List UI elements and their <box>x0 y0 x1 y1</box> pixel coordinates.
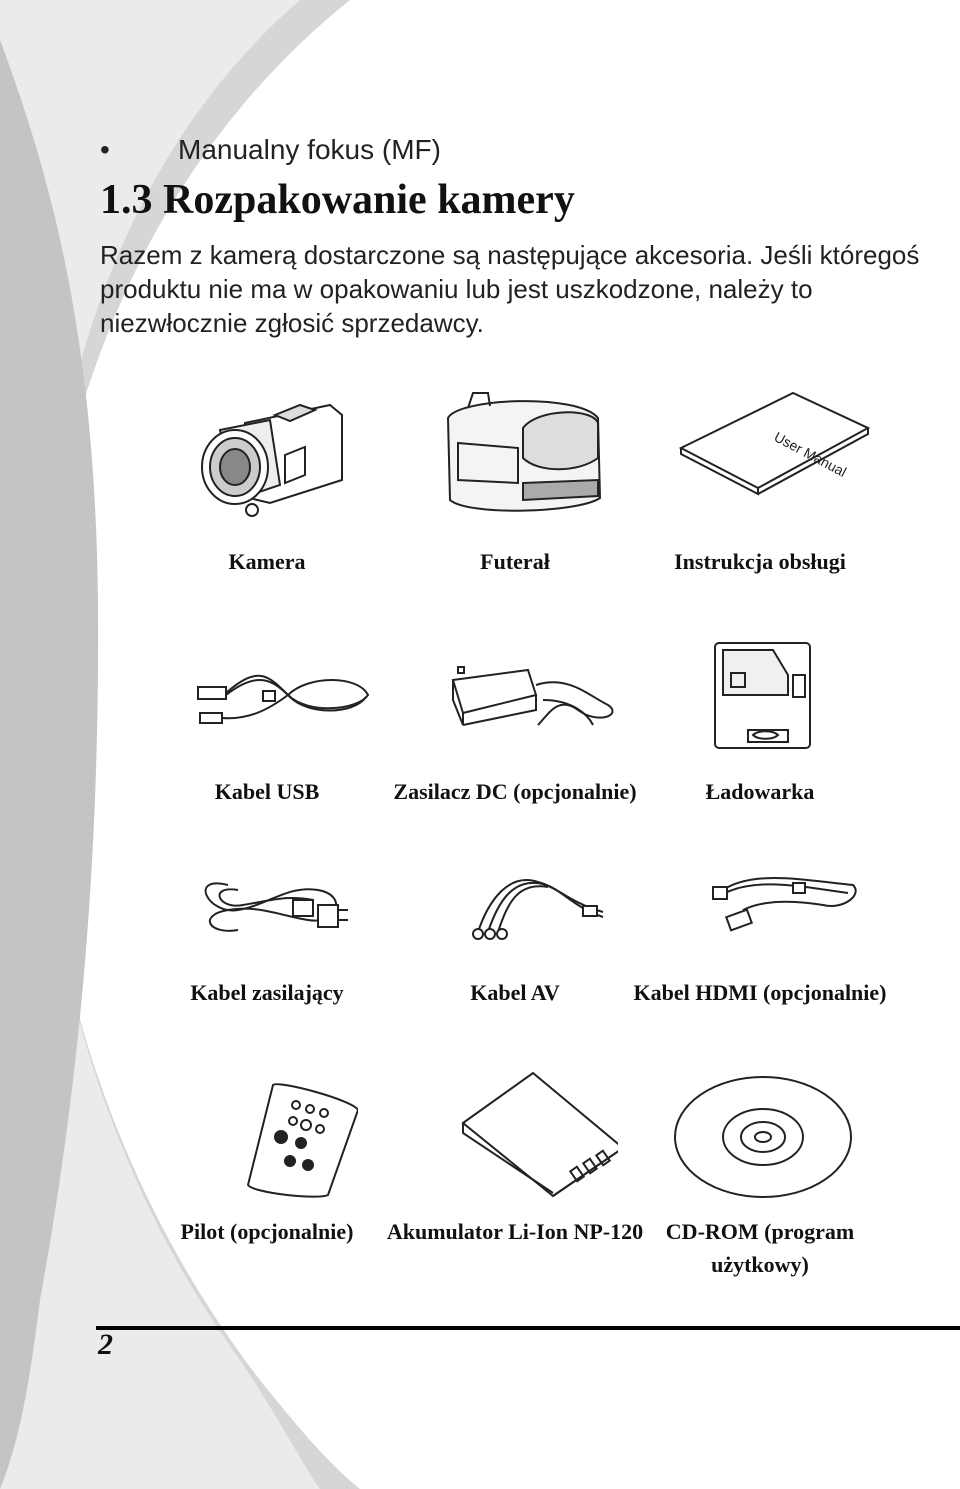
item-battery <box>393 1068 643 1198</box>
item-remote-control <box>143 1075 393 1200</box>
item-usb-cable <box>143 655 393 735</box>
item-label: CD-ROM (program użytkowy) <box>665 1219 855 1277</box>
item-label: Ładowarka <box>705 779 815 804</box>
item-label: Kabel HDMI (opcjonalnie) <box>633 980 887 1005</box>
dc-adapter-icon <box>418 655 618 735</box>
item-power-cable <box>143 865 393 945</box>
section-title: 1.3 Rozpakowanie kamery <box>100 177 575 223</box>
item-label: Zasilacz DC (opcjonalnie) <box>393 779 637 804</box>
item-label: Kabel AV <box>470 980 560 1005</box>
footer-rule <box>96 1326 960 1330</box>
page-number: 2 <box>98 1328 113 1361</box>
bullet-symbol: • <box>100 134 110 165</box>
item-charger <box>638 635 888 755</box>
item-label: Akumulator Li-Ion NP-120 <box>386 1219 644 1244</box>
power-cable-icon <box>168 865 368 945</box>
item-hdmi-cable <box>638 865 888 945</box>
bullet-item <box>100 134 441 166</box>
item-label: Kamera <box>228 549 306 574</box>
charger-icon <box>703 635 823 755</box>
remote-control-icon <box>178 1075 358 1200</box>
item-camcorder <box>145 385 395 520</box>
intro-paragraph: Razem z kamerą dostarczone są następujące akcesoria. Jeśli któregoś produktu nie ma w opakowaniu lub jest uszkodzone, należy to niezwłocznie zgłosić sprzedawcy. <box>100 240 920 338</box>
item-label: Pilot (opcjonalnie) <box>180 1219 354 1244</box>
camera-bag-icon <box>428 388 608 518</box>
item-label: Instrukcja obsługi <box>674 549 846 574</box>
av-cable-icon <box>418 862 618 942</box>
item-label: Futerał <box>480 549 550 574</box>
item-camera-bag <box>393 388 643 518</box>
item-label: Kabel USB <box>214 779 320 804</box>
manual-cover-text: User Manual <box>771 428 850 480</box>
user-manual-icon <box>653 388 873 508</box>
camcorder-icon <box>190 385 350 520</box>
item-cd-rom <box>638 1075 888 1200</box>
cd-rom-icon <box>668 1075 858 1200</box>
item-label: Kabel zasilający <box>190 980 344 1005</box>
bullet-text: Manualny fokus (MF) <box>178 134 441 165</box>
item-av-cable <box>393 862 643 942</box>
item-dc-adapter <box>393 655 643 735</box>
hdmi-cable-icon <box>663 865 863 945</box>
usb-cable-icon <box>158 655 378 735</box>
battery-icon <box>418 1068 618 1198</box>
item-user-manual <box>638 388 888 508</box>
